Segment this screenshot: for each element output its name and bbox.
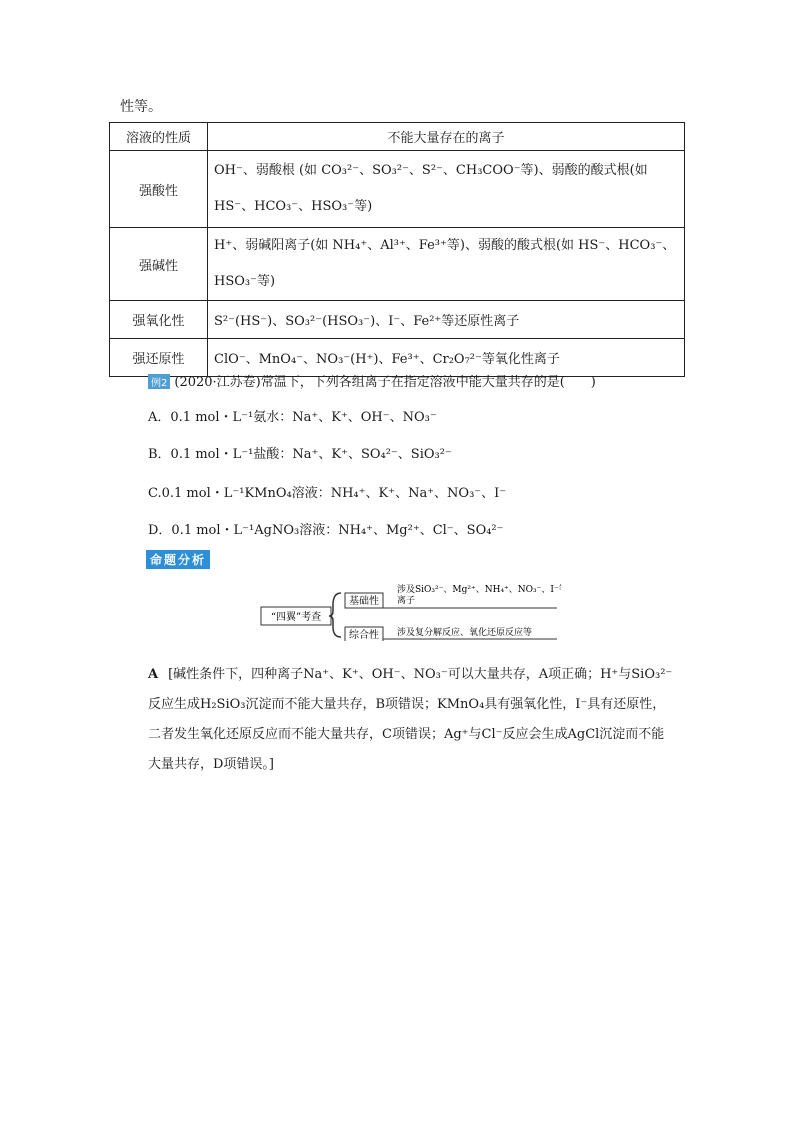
option-a: A．0.1 mol・L⁻¹氨水：Na⁺、K⁺、OH⁻、NO₃⁻ <box>148 410 437 425</box>
ion-table <box>109 122 685 377</box>
example-question <box>148 371 596 390</box>
analysis-diagram <box>257 581 561 641</box>
diagram-svg <box>257 581 561 641</box>
ions-cell: S²⁻(HS⁻)、SO₃²⁻(HSO₃⁻)、I⁻、Fe²⁺等还原性离子 <box>208 301 685 339</box>
option-b: B．0.1 mol・L⁻¹盐酸：Na⁺、K⁺、SO₄²⁻、SiO₃²⁻ <box>148 447 452 462</box>
ions-cell: ClO⁻、MnO₄⁻、NO₃⁻(H⁺)、Fe³⁺、Cr₂O₇²⁻等氧化性离子 <box>208 339 685 377</box>
diagram-brace <box>329 593 341 637</box>
diagram-root: “四翼”考查 <box>270 612 322 623</box>
diagram-branch1-text-2: 离子 <box>397 596 416 606</box>
question-text: (2020·江苏卷)常温下，下列各组离子在指定溶液中能大量共存的是( ) <box>174 375 596 390</box>
property-cell: 强还原性 <box>110 339 208 377</box>
ions-cell: OH⁻、弱酸根 (如 CO₃²⁻、SO₃²⁻、S²⁻、CH₃COO⁻等)、弱酸的酸式根(如 HS⁻、HCO₃⁻、HSO₃⁻等) <box>208 151 685 228</box>
option-c: C.0.1 mol・L⁻¹KMnO₄溶液：NH₄⁺、K⁺、Na⁺、NO₃⁻、I⁻ <box>148 486 507 501</box>
example-tag: 例2 <box>148 374 170 389</box>
diagram-branch1: 基础性 <box>349 596 379 607</box>
header-ions: 不能大量存在的离子 <box>208 123 685 151</box>
answer-block <box>148 660 676 780</box>
table-header-row <box>110 123 685 151</box>
table-row <box>110 301 685 339</box>
property-cell: 强酸性 <box>110 151 208 228</box>
answer-text: [碱性条件下，四种离子Na⁺、K⁺、OH⁻、NO₃⁻可以大量共存，A项正确；H⁺与SiO₃²⁻反应生成H₂SiO₃沉淀而不能大量共存，B项错误；KMnO₄具有强氧化性，I⁻具有还原性，二者发生氧化还原反应而不能大量共存，C项错误；Ag⁺与Cl⁻反应会生成AgCl沉淀而不能大量共存，D项错误。] <box>148 667 673 772</box>
analysis-label: 命题分析 <box>146 550 210 569</box>
option-d: D．0.1 mol・L⁻¹AgNO₃溶液：NH₄⁺、Mg²⁺、Cl⁻、SO₄²⁻ <box>148 523 504 538</box>
diagram-branch2-text: 涉及复分解反应、氧化还原反应等 <box>397 628 533 638</box>
table-row <box>110 228 685 301</box>
diagram-branch2: 综合性 <box>349 630 379 641</box>
property-cell: 强氧化性 <box>110 301 208 339</box>
diagram-branch1-text-1: 涉及SiO₃²⁻、Mg²⁺、NH₄⁺、NO₃⁻、I⁻等 <box>397 585 561 595</box>
answer-letter: A <box>148 667 159 682</box>
ions-cell: H⁺、弱碱阳离子(如 NH₄⁺、Al³⁺、Fe³⁺等)、弱酸的酸式根(如 HS⁻、HCO₃⁻、HSO₃⁻等) <box>208 228 685 301</box>
header-property: 溶液的性质 <box>110 123 208 151</box>
table-row <box>110 151 685 228</box>
property-cell: 强碱性 <box>110 228 208 301</box>
lead-text: 性等。 <box>120 99 162 115</box>
